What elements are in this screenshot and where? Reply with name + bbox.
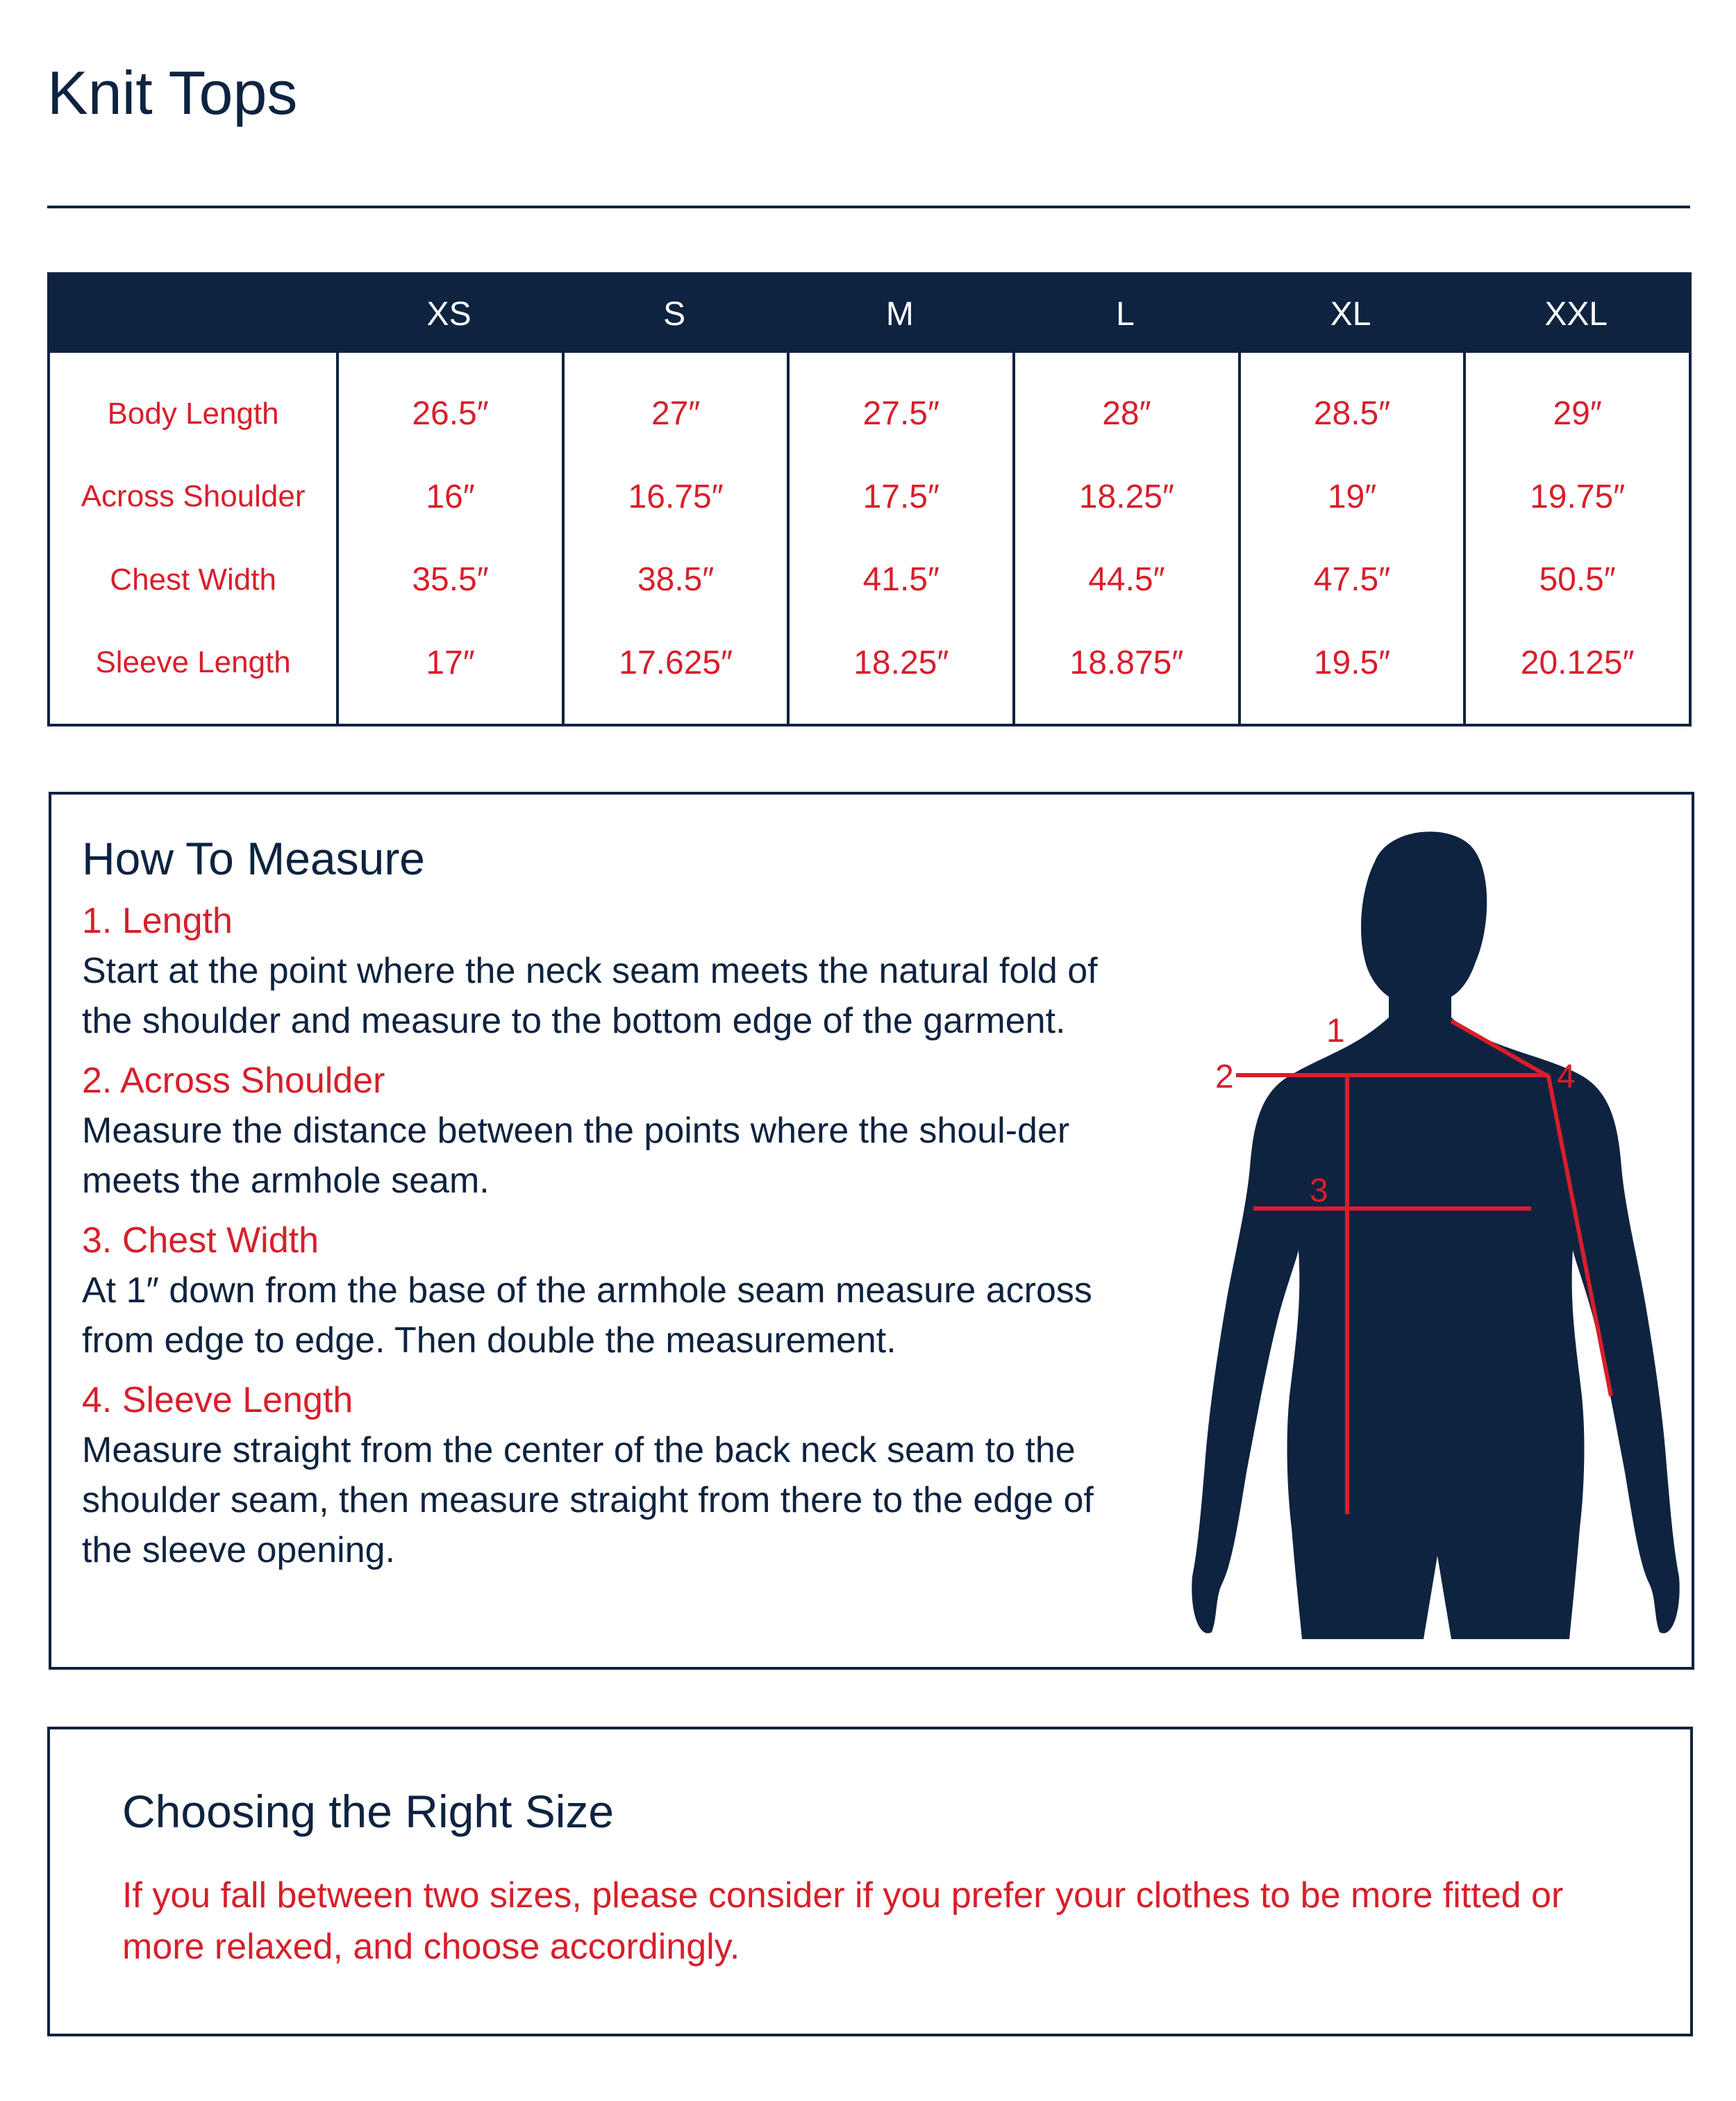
step-desc-chest-width: At 1″ down from the base of the armhole seam measure across from edge to edge. Then double the measurement.: [82, 1270, 1092, 1361]
table-cell: 50.5″: [1539, 561, 1616, 599]
table-cell: 26.5″: [412, 395, 489, 433]
size-header-m: M: [885, 295, 914, 333]
measure-steps: [82, 896, 1137, 1585]
figure-label-1: 1: [1326, 1013, 1345, 1049]
table-cell: 17″: [426, 644, 475, 681]
table-cell: 16″: [426, 478, 475, 515]
size-column-xxl: [1463, 353, 1689, 724]
table-cell: 19″: [1327, 478, 1377, 515]
figure-label-4: 4: [1557, 1058, 1576, 1095]
step-desc-sleeve-length: Measure straight from the center of the back neck seam to the shoulder seam, then measure straight from there to the edge of the sleeve opening.: [82, 1430, 1094, 1570]
size-column-xs: [336, 353, 562, 724]
table-cell: 18.25″: [1078, 478, 1174, 515]
table-cell: 27″: [651, 395, 701, 433]
choosing-size-panel: [47, 1727, 1693, 2036]
row-label-across-shoulder: Across Shoulder: [81, 479, 306, 514]
row-labels: [50, 353, 336, 724]
size-column-m: [787, 353, 1012, 724]
table-cell: 18.875″: [1069, 644, 1184, 681]
how-to-measure-panel: [49, 792, 1694, 1670]
choosing-size-text: If you fall between two sizes, please consider if you prefer your clothes to be more fitted or more relaxed, and choose accordingly.: [122, 1875, 1564, 1967]
step-desc-length: Start at the point where the neck seam meets the natural fold of the shoulder and measure to the bottom edge of the garment.: [82, 951, 1098, 1041]
header-spacer: [50, 275, 336, 353]
step-title-chest-width: 3. Chest Width: [82, 1220, 319, 1261]
size-column-xl: [1238, 353, 1464, 724]
row-label-body-length: Body Length: [107, 396, 279, 431]
table-cell: 17.625″: [619, 644, 733, 681]
step-title-length: 1. Length: [82, 901, 233, 941]
row-label-chest-width: Chest Width: [110, 562, 276, 597]
size-header-xs: XS: [426, 295, 471, 333]
size-header-xl: XL: [1330, 295, 1371, 333]
table-cell: 19.75″: [1530, 478, 1626, 515]
body-silhouette-icon: [1192, 831, 1679, 1639]
table-cell: 17.5″: [862, 478, 940, 515]
table-cell: 41.5″: [862, 561, 940, 599]
measurement-figure: [1160, 820, 1715, 1653]
step-desc-across-shoulder: Measure the distance between the points where the shoul-der meets the armhole seam.: [82, 1111, 1070, 1201]
choosing-size-heading: Choosing the Right Size: [122, 1786, 615, 1837]
title-divider: [47, 206, 1690, 208]
row-label-sleeve-length: Sleeve Length: [95, 645, 291, 680]
table-cell: 19.5″: [1313, 644, 1391, 681]
size-chart-table: [47, 272, 1692, 726]
how-to-measure-heading: How To Measure: [82, 833, 426, 884]
table-cell: 29″: [1553, 395, 1602, 433]
table-cell: 27.5″: [862, 395, 940, 433]
size-table-body: [50, 353, 1689, 724]
page-title: Knit Tops: [47, 58, 298, 127]
table-cell: 28″: [1102, 395, 1151, 433]
table-cell: 20.125″: [1520, 644, 1635, 681]
size-header-l: L: [1116, 295, 1135, 333]
step-title-sleeve-length: 4. Sleeve Length: [82, 1380, 353, 1420]
table-cell: 18.25″: [853, 644, 949, 681]
figure-label-2: 2: [1215, 1058, 1234, 1095]
table-cell: 38.5″: [637, 561, 715, 599]
size-column-l: [1012, 353, 1238, 724]
table-cell: 35.5″: [412, 561, 489, 599]
step-title-across-shoulder: 2. Across Shoulder: [82, 1061, 385, 1101]
size-header-xxl: XXL: [1544, 295, 1608, 333]
figure-label-3: 3: [1310, 1172, 1328, 1209]
size-header-s: S: [663, 295, 686, 333]
table-cell: 47.5″: [1313, 561, 1391, 599]
table-cell: 44.5″: [1088, 561, 1165, 599]
table-cell: 16.75″: [628, 478, 724, 515]
table-cell: 28.5″: [1313, 395, 1391, 433]
size-column-s: [562, 353, 787, 724]
size-header-row: [50, 275, 1689, 353]
